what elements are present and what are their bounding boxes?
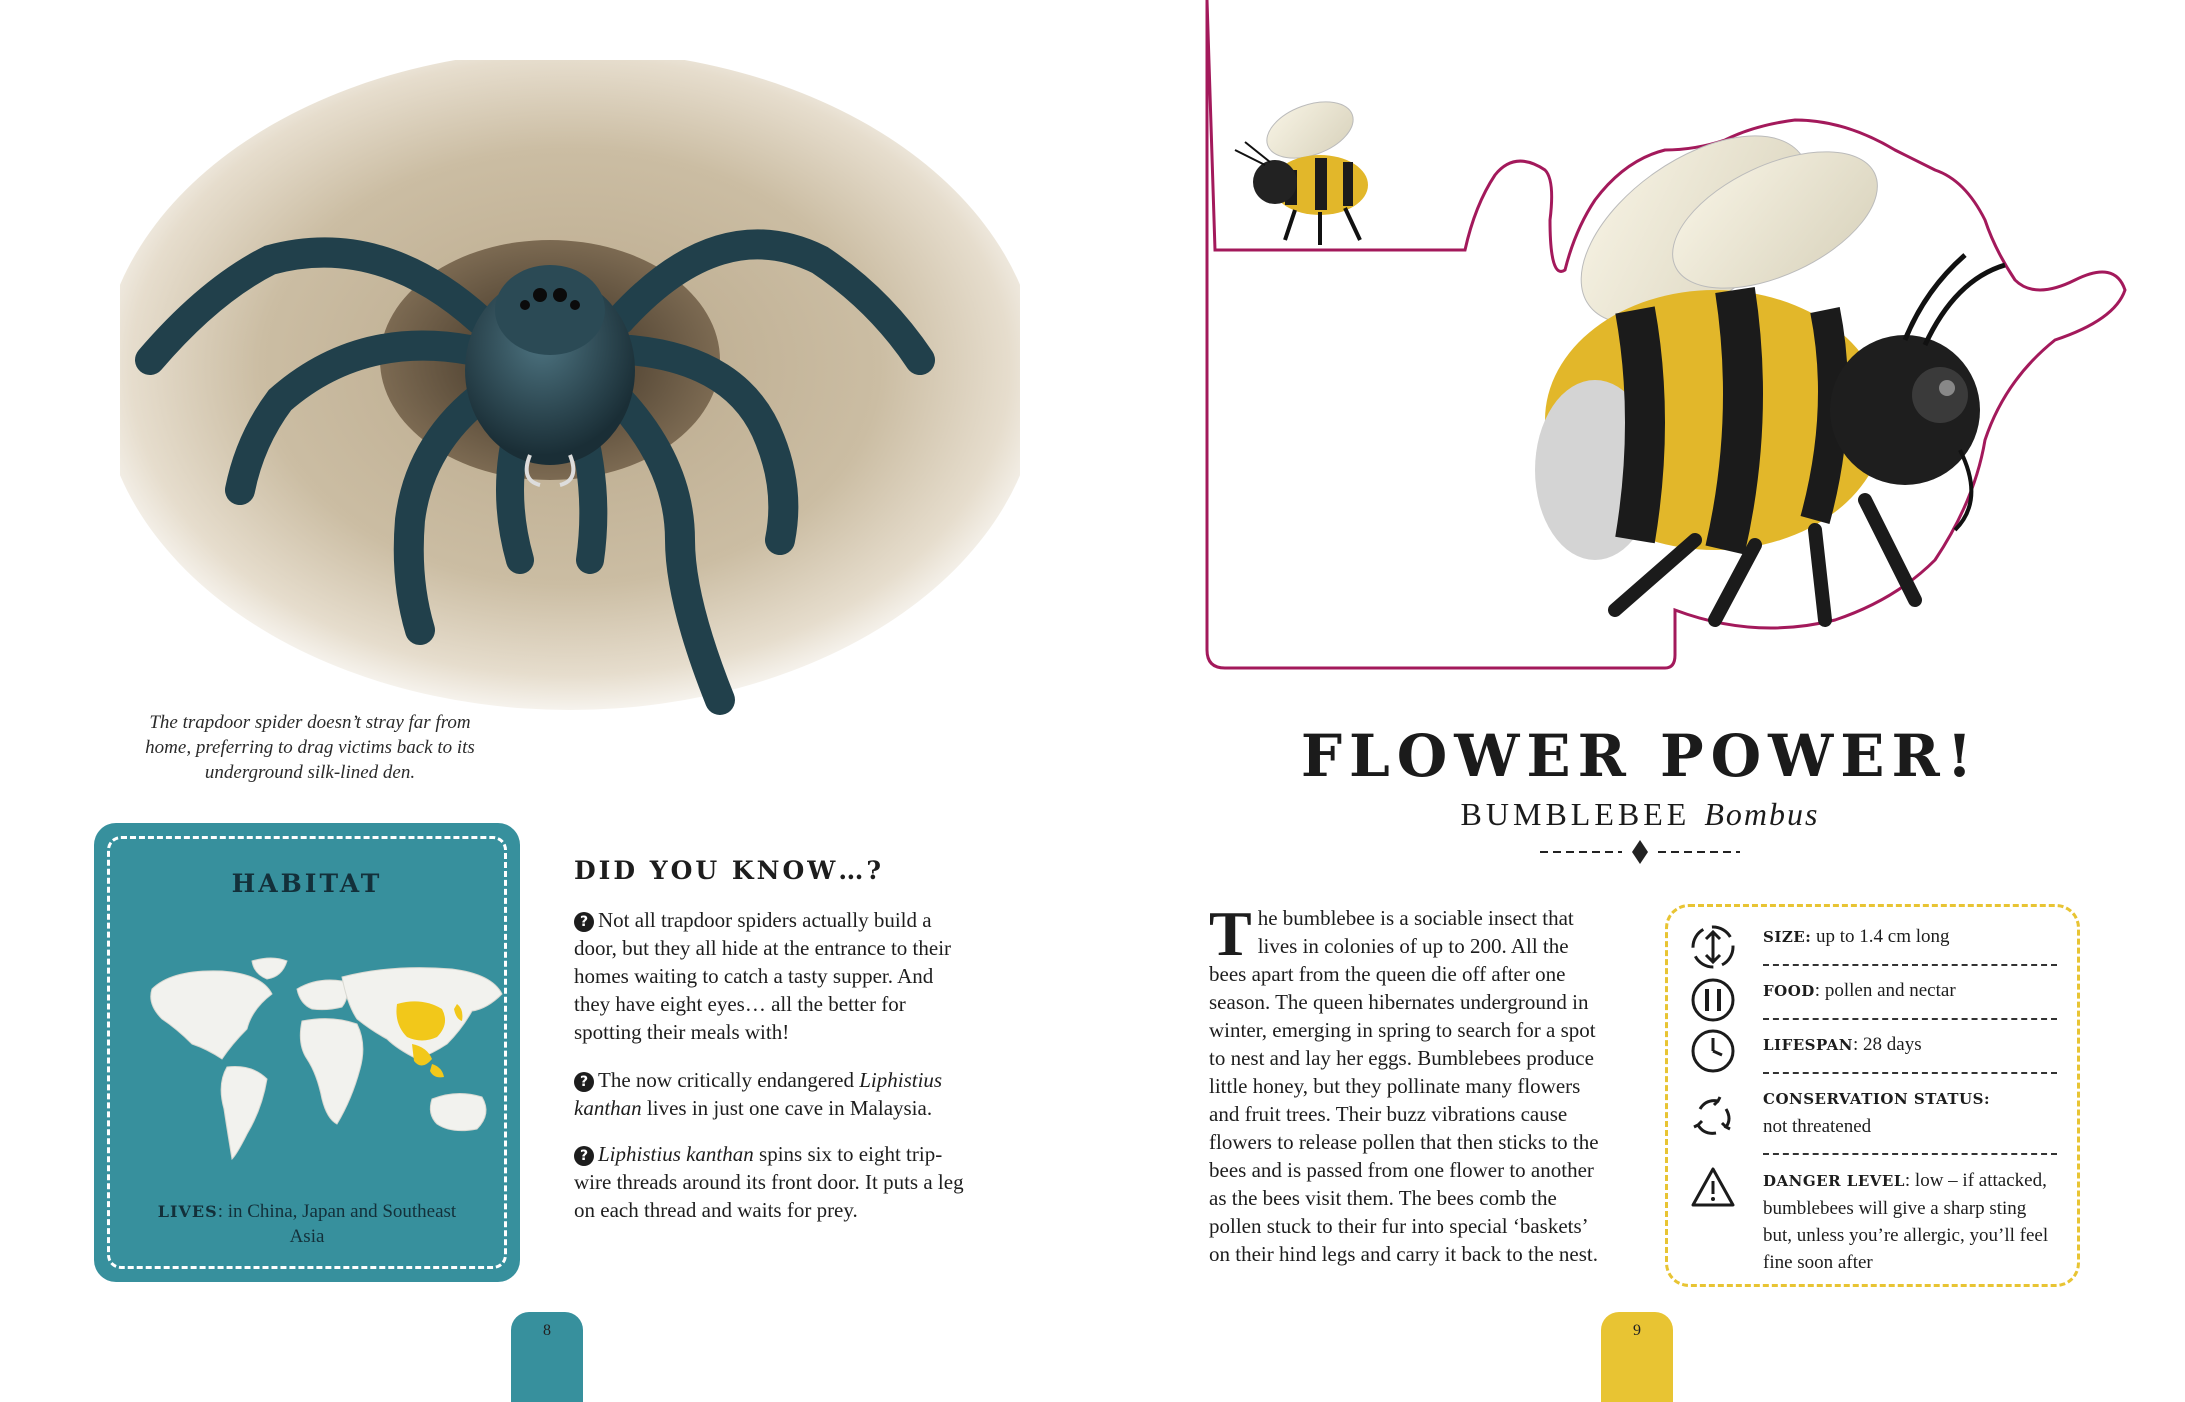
did-you-know-fact-2: ? The now critically endangered Liphistius kanthan lives in just one cave in Malaysia. [574, 1068, 943, 1120]
food-utensils-icon [1690, 977, 1736, 1023]
recycle-arrows-icon [1690, 1093, 1736, 1139]
habitat-card [94, 823, 520, 1282]
page-title: FLOWER POWER! [1300, 722, 1980, 790]
fact-separator [1763, 1153, 2057, 1155]
habitat-title: HABITAT [231, 869, 383, 898]
bumblebee-illustration [1195, 0, 2135, 720]
habitat-lives-text [150, 1199, 464, 1249]
fact-conservation: CONSERVATION STATUS: not threatened [1763, 1090, 1990, 1137]
latin-name: Bombus [1704, 796, 1820, 832]
species-names [1240, 796, 2040, 833]
fact-danger: DANGER LEVEL: low – if attacked, bumblebees will give a sharp sting but, unless you’re allergic, you’ll feel fine soon after [1763, 1170, 2049, 1273]
fact-size: SIZE: up to 1.4 cm long [1763, 926, 1950, 947]
question-icon: ? [574, 1072, 594, 1092]
clock-icon [1690, 1028, 1736, 1074]
page-number-right: 9 [1601, 1312, 1673, 1402]
habitat-card-border [107, 836, 507, 1269]
ornamental-divider [1540, 840, 1740, 864]
fact-separator [1763, 964, 2057, 966]
size-arrows-icon [1690, 924, 1736, 970]
spider-caption: The trapdoor spider doesn’t stray far from home, preferring to drag victims back to its underground silk-lined den. [145, 712, 475, 783]
world-map [132, 949, 512, 1169]
bumblebee-description: The bumblebee is a sociable insect that lives in colonies of up to 200. All the bees apart from the queen die off after one season. The queen hibernates underground in winter, emerging in spring to search for a spot to nest and lay her eggs. Bumblebees produce little honey, but they pollinate many flowers and fruit trees. Their buzz vibrations cause flowers to release pollen that then sticks to the bees and is passed from one flower to another as the bees visit them. The bees comb the pollen stuck to their fur into special ‘baskets’ on their hind legs and carry it back to the nest. [1209, 898, 1599, 1266]
fact-separator [1763, 1072, 2057, 1074]
did-you-know-fact-3: ? Liphistius kanthan spins six to eight trip-wire threads around its front door. It puts a leg on each thread and waits for prey. [574, 1142, 964, 1222]
fact-separator [1763, 1018, 2057, 1020]
drop-cap: T [1209, 898, 1252, 969]
question-icon: ? [574, 912, 594, 932]
lives-value: : in China, Japan and Southeast Asia [217, 1201, 457, 1247]
did-you-know-fact-1: ? Not all trapdoor spiders actually build a door, but they all hide at the entrance to their homes waiting to catch a tasty supper. And they have eight eyes… all the better for spotting their meals with! [574, 908, 952, 1044]
common-name: BUMBLEBEE [1460, 796, 1691, 832]
fact-box [1665, 904, 2080, 1287]
fact-food: FOOD: pollen and nectar [1763, 980, 1956, 1001]
warning-triangle-icon [1690, 1165, 1736, 1211]
trapdoor-spider-illustration [120, 60, 1020, 720]
did-you-know-heading: DID YOU KNOW…? [574, 856, 884, 885]
fact-lifespan: LIFESPAN: 28 days [1763, 1034, 1922, 1055]
page-number-left: 8 [511, 1312, 583, 1402]
question-icon: ? [574, 1146, 594, 1166]
lives-label: LIVES [157, 1202, 218, 1221]
